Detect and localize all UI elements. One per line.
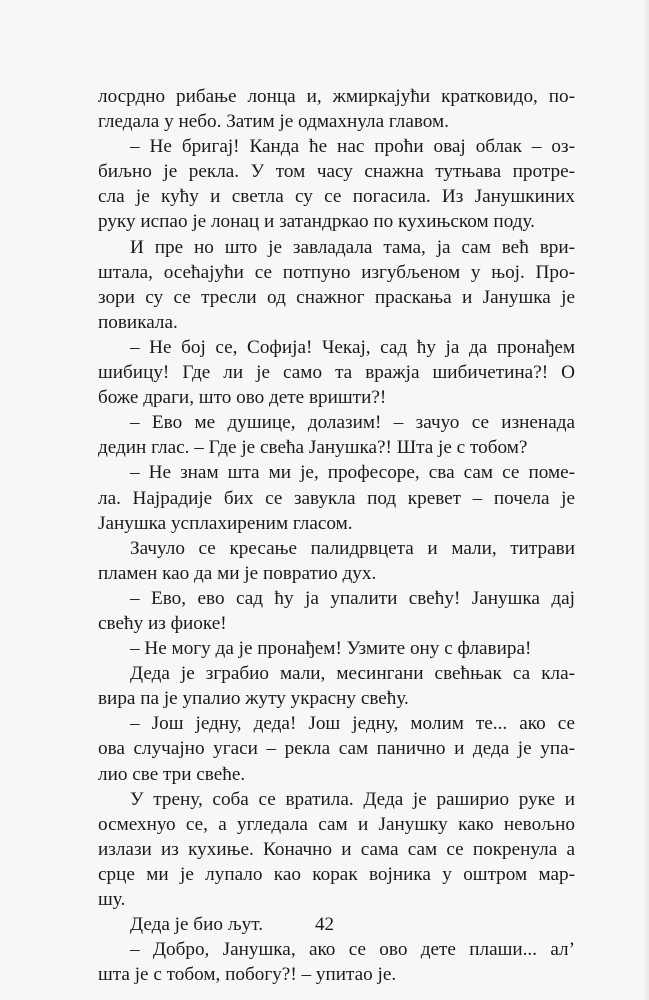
text-line: – Не могу да је пронађем! Узмите ону с флавира! [130, 638, 532, 660]
text-line: повикала. [98, 311, 178, 333]
paragraph [98, 410, 575, 460]
text-line: Деда је зграбио мали, месингани свећњак са кла- [130, 663, 575, 685]
paragraph [98, 335, 575, 410]
paragraph [98, 937, 575, 987]
text-line: излази из кухиње. Коначно и сама сам се покренула а [98, 838, 575, 860]
paragraph [98, 636, 575, 661]
text-line: шта је с тобом, побогу?! – упитао је. [98, 964, 397, 986]
text-line: И пре но што је завладала тама, ја сам већ ври- [130, 236, 575, 258]
text-line: пламен као да ми је повратио дух. [98, 562, 377, 584]
text-line: срце ми је лупало као корак војника у оштром мар- [98, 863, 575, 885]
text-line: биљно је рекла. У том часу снажна тутњава протре- [98, 161, 575, 183]
text-line: Јанушка усплахиреним гласом. [98, 512, 353, 534]
text-line: руку испао је лонац и затандркао по кухињском поду. [98, 211, 535, 233]
text-line: дедин глас. – Где је свећа Јанушка?! Шта је с тобом? [98, 437, 528, 459]
text-line: зори су се тресли од снажног праскања и Јанушка је [98, 286, 575, 308]
paragraph [98, 586, 575, 636]
text-line: Деда је био љут. [130, 914, 264, 936]
paragraph [98, 460, 575, 535]
text-line: – Не знам шта ми је, професоре, сва сам се поме- [130, 462, 575, 484]
text-line: – Не бој се, Софија! Чекај, сад ћу ја да пронађем [130, 336, 575, 358]
text-line: – Добро, Јанушка, ако се ово дете плаши... ал’ [130, 939, 575, 961]
text-line: сла је кућу и светла су се погасила. Из Јанушкиних [98, 186, 575, 208]
text-line: лосрдно рибање лонца и, жмиркајући кратковидо, по- [98, 86, 575, 107]
paragraph [98, 84, 575, 134]
text-line: ла. Најрадије бих се завукла под кревет – почела је [98, 487, 575, 509]
paragraph [98, 711, 575, 786]
text-line: осмехнуо се, а угледала сам и Јанушку како невољно [98, 813, 575, 835]
text-line: свећу из фиоке! [98, 612, 227, 634]
text-line: шу. [98, 889, 126, 910]
text-line: – Ево ме душице, долазим! – зачуо се изненада [130, 412, 575, 434]
text-line: – Још једну, деда! Још једну, молим те... ако се [130, 713, 575, 735]
text-line: штала, осећајући се потпуно изгубљеном у њој. Про- [98, 261, 575, 283]
text-line: вира па је упалио жуту украсну свећу. [98, 688, 409, 710]
page-number: 42 [315, 914, 334, 935]
text-line: Зачуло се кресање палидрвцета и мали, титрави [130, 537, 575, 559]
text-line: У трену, соба се вратила. Деда је раширио руке и [130, 788, 575, 810]
text-line: лио све три свеће. [98, 763, 246, 785]
paragraph [98, 134, 575, 234]
body-text [98, 84, 575, 987]
text-line: боже драги, што ово дете вришти?! [98, 387, 387, 409]
text-line: шибицу! Где ли је само та вражја шибичетина?! О [98, 362, 575, 384]
paragraph [98, 536, 575, 586]
text-line: – Ево, ево сад ћу ја упалити свећу! Јанушка дај [130, 587, 575, 609]
paragraph [98, 787, 575, 912]
paragraph [98, 661, 575, 711]
paragraph [98, 235, 575, 335]
text-line: гледала у небо. Затим је одмахнула главом. [98, 111, 449, 133]
page-edge-shadow [643, 0, 649, 1000]
text-line: ова случајно угаси – рекла сам панично и деда је упа- [98, 738, 575, 760]
text-line: – Не бригај! Канда ће нас проћи овај облак – оз- [130, 136, 575, 158]
